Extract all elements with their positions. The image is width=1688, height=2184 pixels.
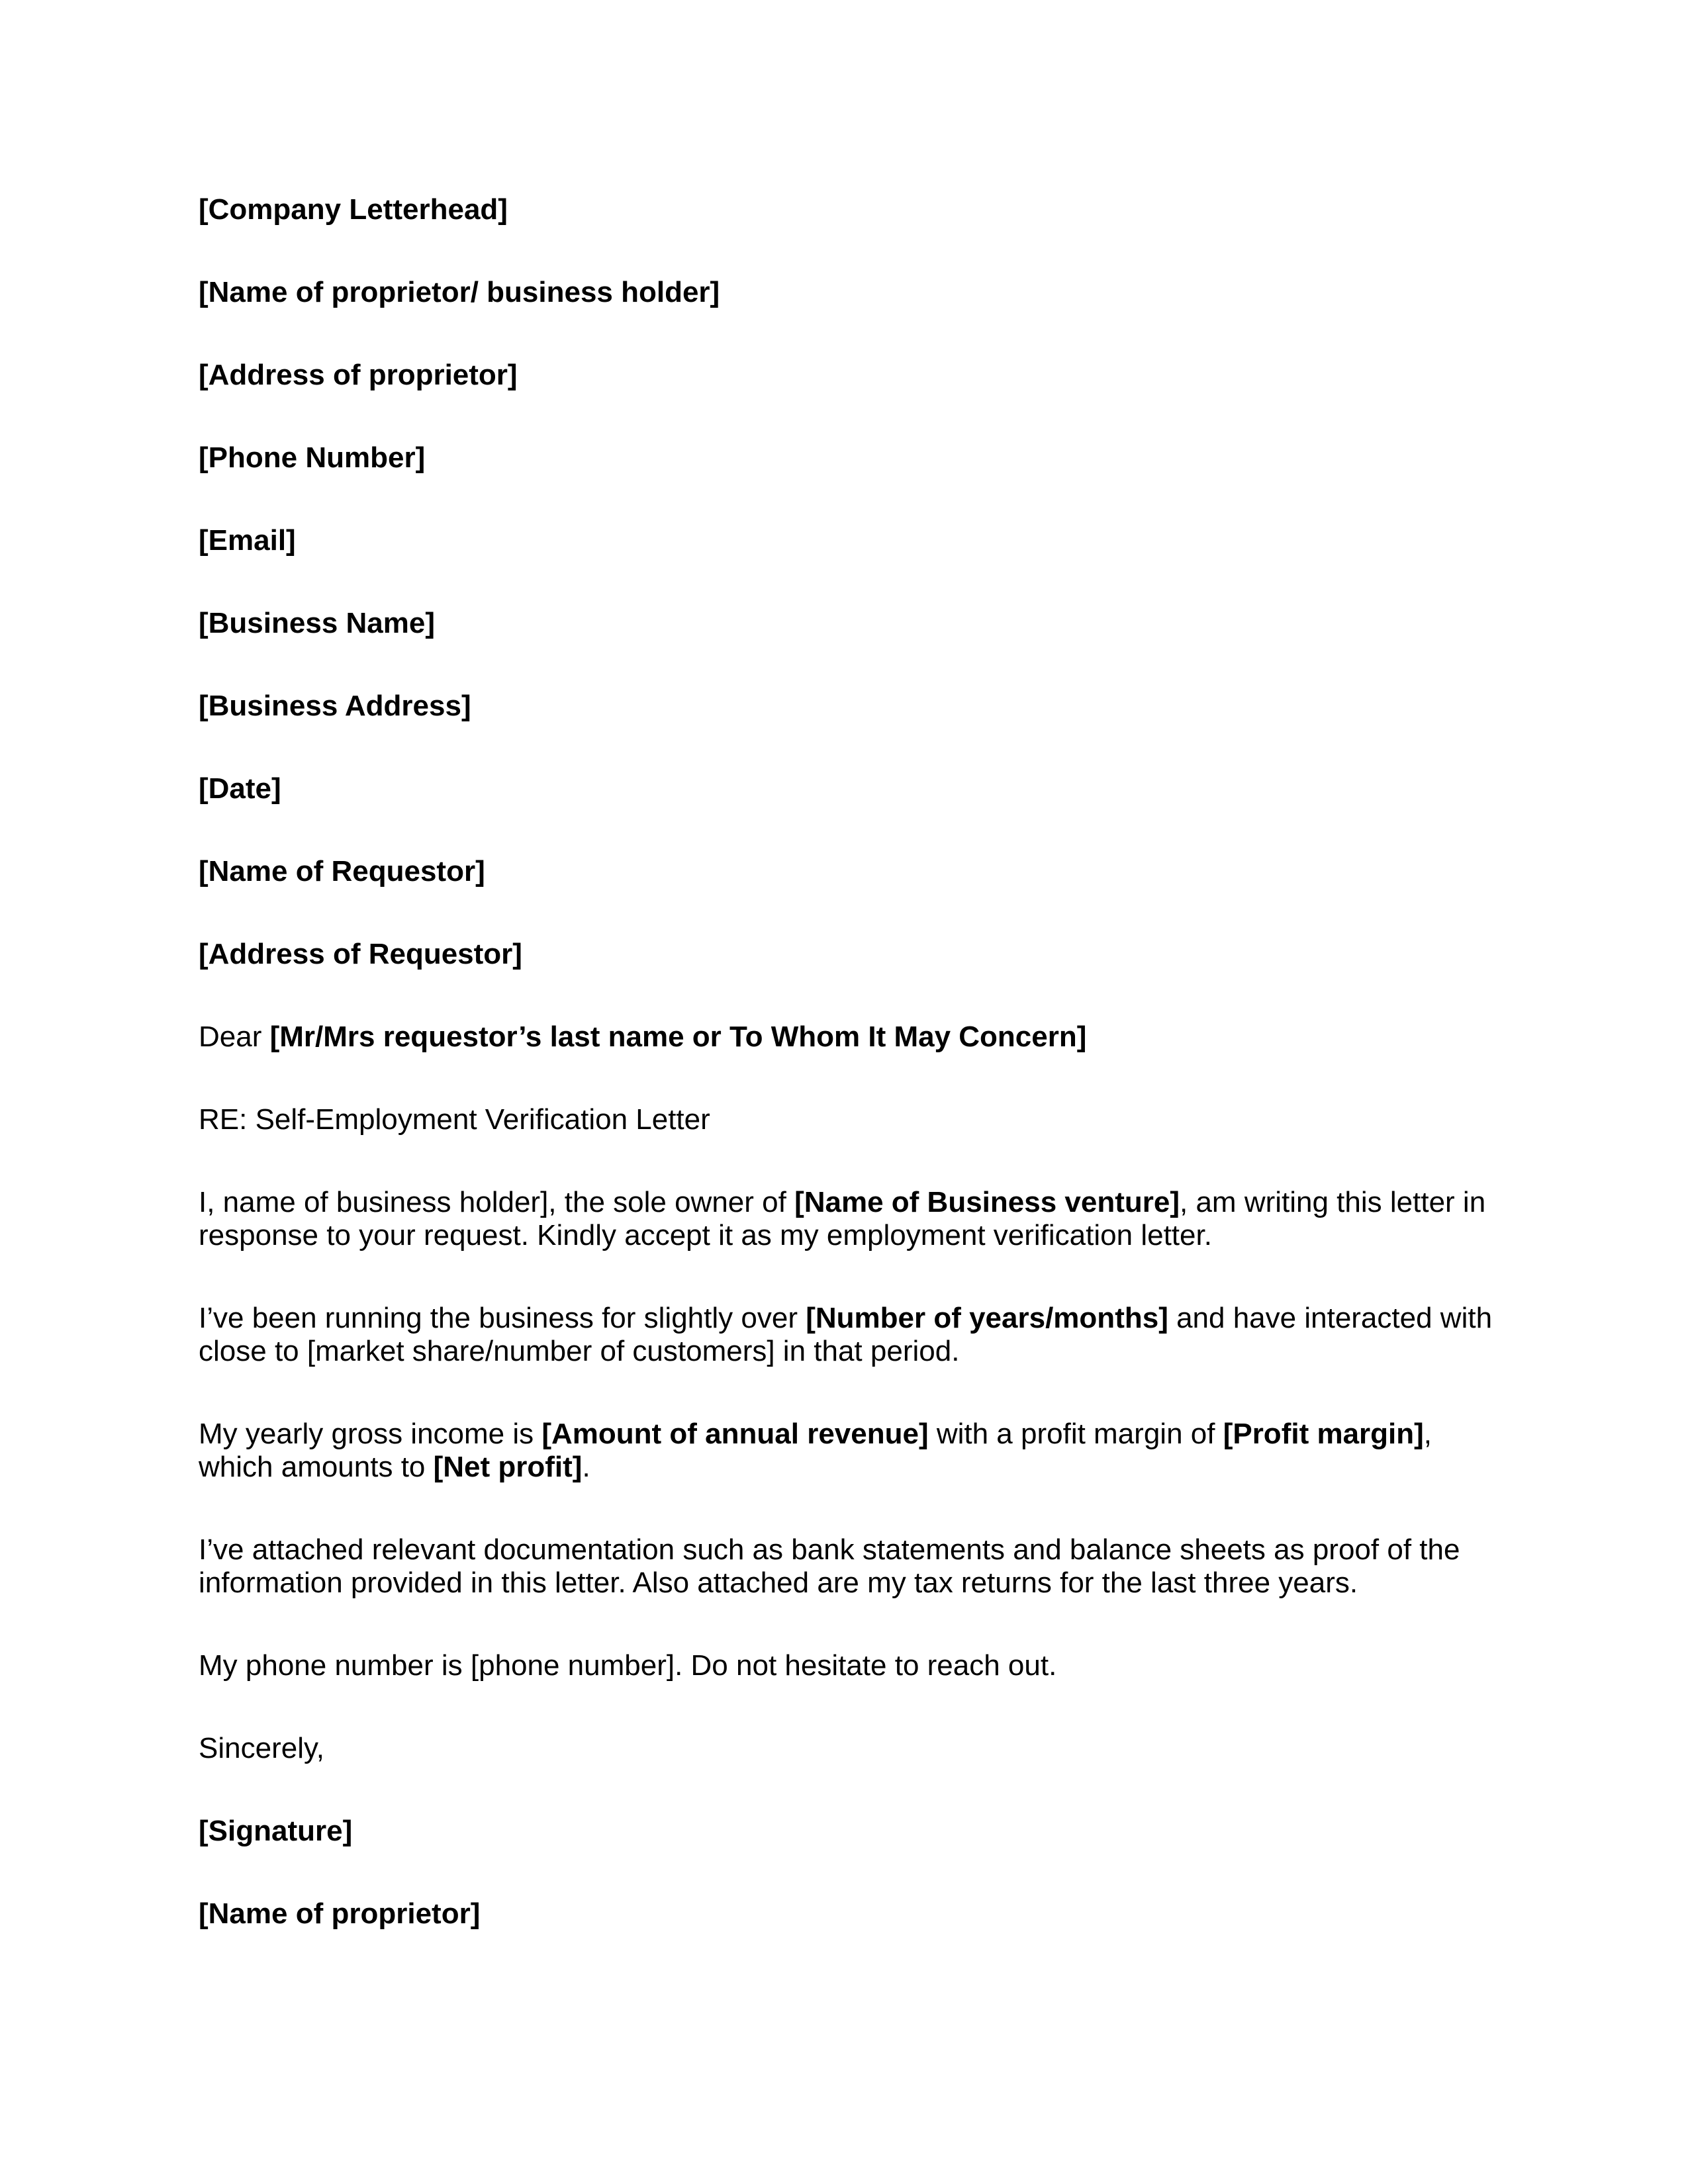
requestor-address: [Address of Requestor] bbox=[199, 938, 522, 970]
subject-line: RE: Self-Employment Verification Letter bbox=[199, 1103, 710, 1136]
paragraph-income bbox=[199, 1418, 1496, 1484]
salutation-name: [Mr/Mrs requestor’s last name or To Whom It May Concern] bbox=[269, 1021, 1087, 1053]
email: [Email] bbox=[199, 524, 296, 557]
p1-text-1: I, name of business holder], the sole owner of bbox=[199, 1186, 795, 1218]
paragraph-documentation: I’ve attached relevant documentation such as bank statements and balance sheets as proof of the information provided in this letter. Also attached are my tax returns for the last three years. bbox=[199, 1533, 1460, 1599]
salutation bbox=[199, 1021, 1496, 1054]
paragraph-ownership bbox=[199, 1186, 1496, 1252]
p3-text-1: My yearly gross income is bbox=[199, 1418, 542, 1450]
requestor-name: [Name of Requestor] bbox=[199, 855, 485, 887]
p3-text-4: . bbox=[582, 1451, 590, 1483]
paragraph-duration bbox=[199, 1302, 1496, 1368]
proprietor-name: [Name of proprietor/ business holder] bbox=[199, 276, 720, 308]
paragraph-contact: My phone number is [phone number]. Do not hesitate to reach out. bbox=[199, 1649, 1057, 1682]
business-name: [Business Name] bbox=[199, 607, 436, 639]
date: [Date] bbox=[199, 772, 281, 805]
p2-years-months: [Number of years/months] bbox=[806, 1302, 1168, 1334]
p1-business-venture: [Name of Business venture] bbox=[794, 1186, 1180, 1218]
p1-text-2: , am writing this letter in response to your request. Kindly accept it as my employment verification letter. bbox=[199, 1186, 1486, 1251]
signer-name: [Name of proprietor] bbox=[199, 1897, 481, 1930]
p2-text-1: I’ve been running the business for slightly over bbox=[199, 1302, 806, 1334]
phone-number: [Phone Number] bbox=[199, 441, 426, 474]
company-letterhead: [Company Letterhead] bbox=[199, 193, 508, 226]
p3-profit-margin: [Profit margin] bbox=[1223, 1418, 1424, 1450]
p3-text-3: , which amounts to bbox=[199, 1418, 1432, 1483]
proprietor-address: [Address of proprietor] bbox=[199, 359, 518, 391]
business-address: [Business Address] bbox=[199, 690, 471, 722]
closing: Sincerely, bbox=[199, 1732, 324, 1764]
p3-net-profit: [Net profit] bbox=[433, 1451, 583, 1483]
letter-body bbox=[199, 193, 1496, 1980]
p3-annual-revenue: [Amount of annual revenue] bbox=[541, 1418, 929, 1450]
p3-text-2: with a profit margin of bbox=[928, 1418, 1223, 1450]
p2-text-2: and have interacted with close to [market share/number of customers] in that period. bbox=[199, 1302, 1493, 1367]
signature: [Signature] bbox=[199, 1815, 353, 1847]
salutation-prefix: Dear bbox=[199, 1021, 270, 1053]
